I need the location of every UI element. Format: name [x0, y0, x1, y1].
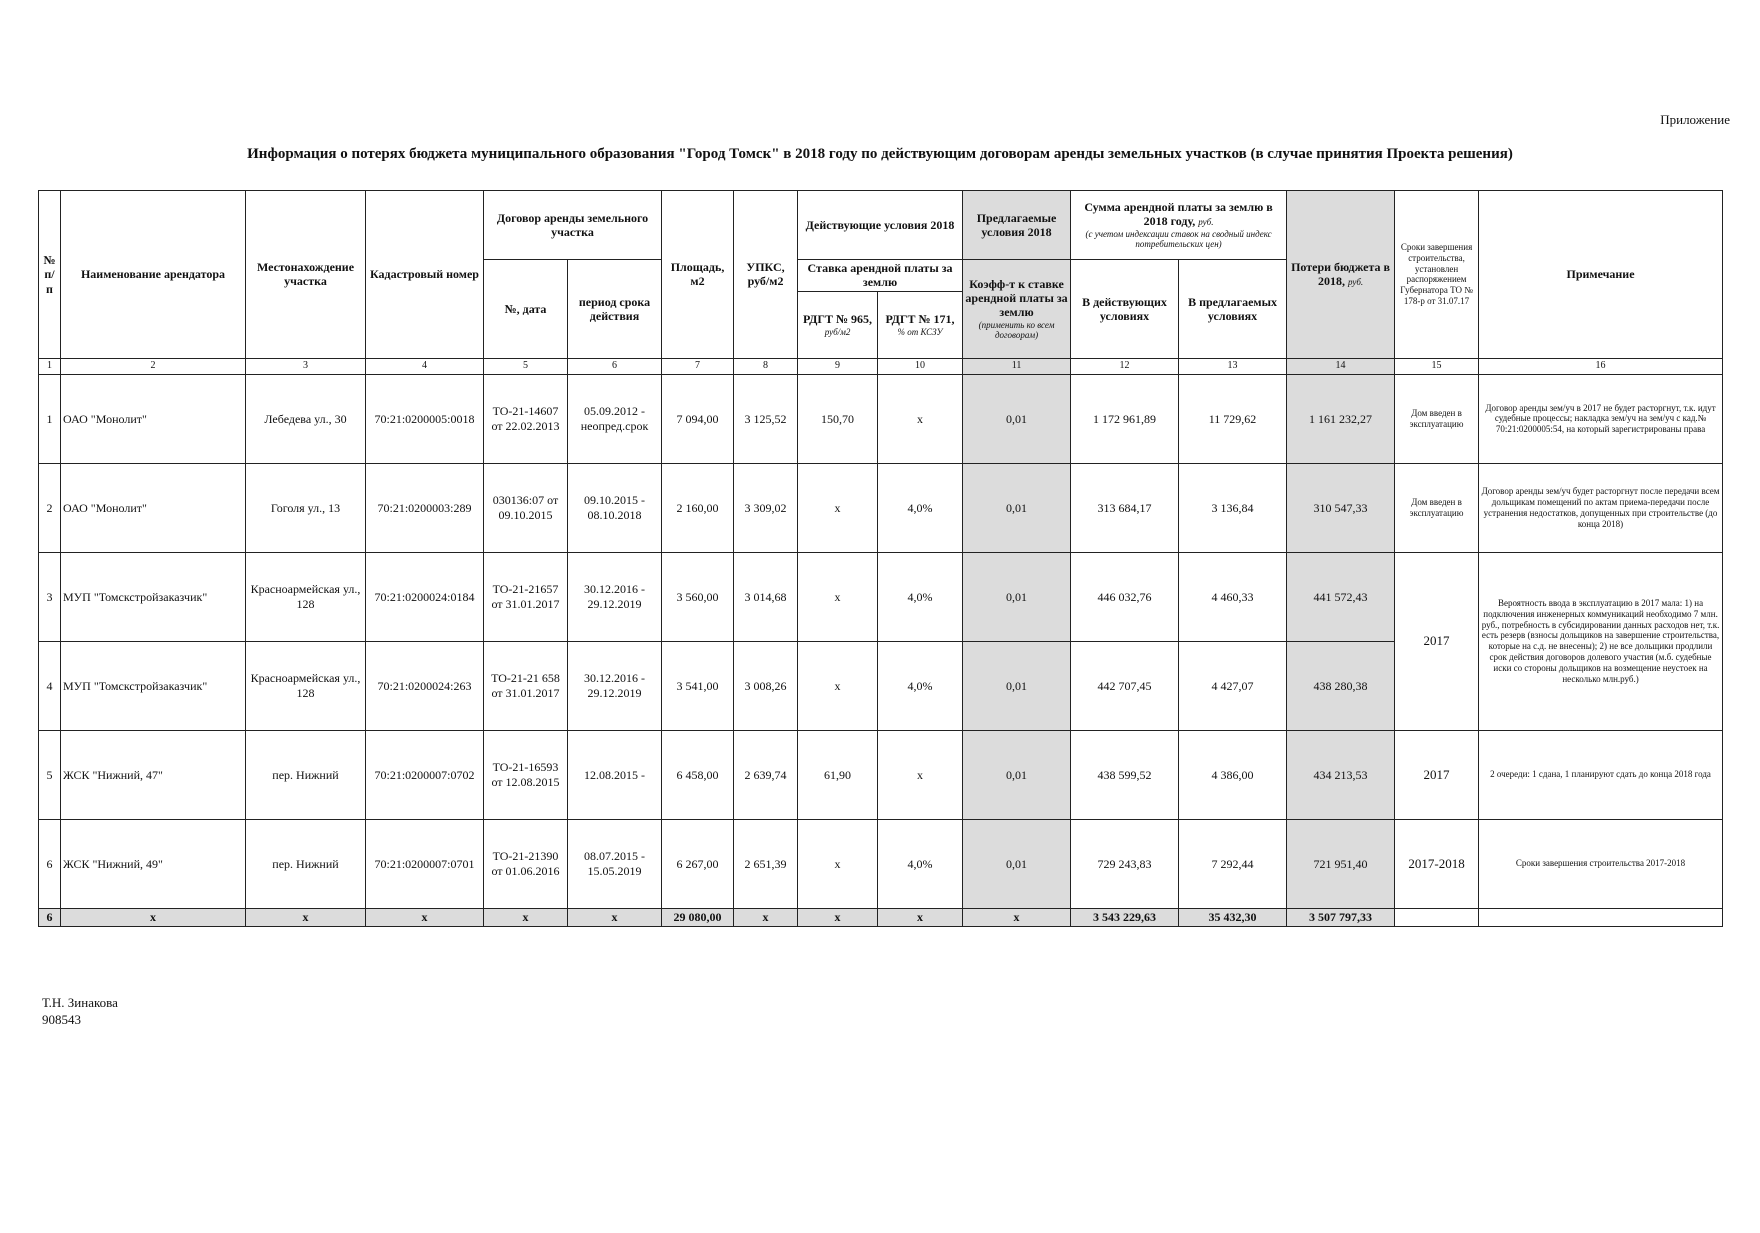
header-losses — [1287, 191, 1395, 359]
losses-table — [38, 190, 1723, 927]
cell-note: Сроки завершения строительства 2017-2018 — [1479, 819, 1723, 908]
cell-location: пер. Нижний — [246, 730, 366, 819]
header-sum-group-unit: руб. — [1198, 217, 1214, 228]
total-area: 29 080,00 — [662, 908, 734, 926]
total-rdgt965: х — [798, 908, 878, 926]
cell-losses: 310 547,33 — [1287, 463, 1395, 552]
cell-location: Гоголя ул., 13 — [246, 463, 366, 552]
column-number: 4 — [366, 358, 484, 374]
cell-period: 05.09.2012 - неопред.срок — [568, 374, 662, 463]
cell-sum-current: 313 684,17 — [1071, 463, 1179, 552]
cell-period: 12.08.2015 - — [568, 730, 662, 819]
header-area: Площадь, м2 — [662, 191, 734, 359]
total-row — [39, 908, 1723, 926]
cell-location: пер. Нижний — [246, 819, 366, 908]
cell-rdgt171: 4,0% — [878, 819, 963, 908]
appendix-label: Приложение — [1660, 112, 1730, 127]
column-number: 9 — [798, 358, 878, 374]
cell-upks: 3 309,02 — [734, 463, 798, 552]
header-location: Местонахождение участка — [246, 191, 366, 359]
header-contract-no: №, дата — [484, 260, 568, 359]
cell-area: 6 458,00 — [662, 730, 734, 819]
cell-contract-no: 030136:07 от 09.10.2015 — [484, 463, 568, 552]
cell-period: 30.12.2016 - 29.12.2019 — [568, 552, 662, 641]
cell-cadastral: 70:21:0200007:0701 — [366, 819, 484, 908]
column-number: 3 — [246, 358, 366, 374]
cell-num: 5 — [39, 730, 61, 819]
cell-sum-proposed: 4 460,33 — [1179, 552, 1287, 641]
header-coef-text: Коэфф-т к ставке арендной платы за землю — [965, 276, 1068, 320]
header-sum-current: В действующих условиях — [1071, 260, 1179, 359]
header-rate-group: Ставка арендной платы за землю — [798, 260, 963, 292]
total-num: 6 — [39, 908, 61, 926]
cell-contract-no: ТО-21-14607 от 22.02.2013 — [484, 374, 568, 463]
cell-losses: 721 951,40 — [1287, 819, 1395, 908]
cell-coef: 0,01 — [963, 374, 1071, 463]
header-deadlines: Сроки завершения строительства, установлен распоряжением Губернатора ТО № 178-р от 31.07.17 — [1395, 191, 1479, 359]
cell-contract-no: ТО-21-21657 от 31.01.2017 — [484, 552, 568, 641]
cell-rdgt965: х — [798, 552, 878, 641]
header-coef-note: (применить ко всем договорам) — [978, 319, 1055, 341]
total-location: х — [246, 908, 366, 926]
cell-tenant: ОАО "Монолит" — [61, 463, 246, 552]
cell-rdgt965: х — [798, 641, 878, 730]
column-number: 15 — [1395, 358, 1479, 374]
cell-losses: 1 161 232,27 — [1287, 374, 1395, 463]
total-coef: х — [963, 908, 1071, 926]
cell-coef: 0,01 — [963, 819, 1071, 908]
cell-num: 2 — [39, 463, 61, 552]
cell-deadline: 2017-2018 — [1395, 819, 1479, 908]
table-row — [39, 374, 1723, 463]
cell-sum-current: 446 032,76 — [1071, 552, 1179, 641]
cell-upks: 3 014,68 — [734, 552, 798, 641]
cell-sum-proposed: 7 292,44 — [1179, 819, 1287, 908]
header-rdgt171-text: РДГТ № 171, — [885, 312, 955, 327]
header-current-group: Действующие условия 2018 — [798, 191, 963, 260]
column-number: 14 — [1287, 358, 1395, 374]
signature-block — [42, 994, 118, 1028]
total-period: х — [568, 908, 662, 926]
cell-note: Вероятность ввода в эксплуатацию в 2017 мала: 1) на подключения инженерных коммуникаций необходимо 7 млн. руб., потребность в субсидировании данных расходов нет, т.к. есть резерв (взносы дольщиков на завершение строительства, которые на с.д. не внесены); 2) не все дольщики продлили срок действия договоров долевого участия (м.б. судебные иски со стороны дольщиков на возмещение неустоек на несколько млн.руб.) — [1479, 552, 1723, 730]
cell-note: Договор аренды зем/уч будет расторгнут после передачи всем дольщикам помещений по актам приема-передачи после устранения недостатков, допущенных при строительстве (до конца 2018) — [1479, 463, 1723, 552]
column-number-row — [39, 358, 1723, 374]
cell-num: 4 — [39, 641, 61, 730]
header-tenant: Наименование арендатора — [61, 191, 246, 359]
cell-losses: 438 280,38 — [1287, 641, 1395, 730]
table-row — [39, 463, 1723, 552]
cell-area: 6 267,00 — [662, 819, 734, 908]
cell-rdgt965: 61,90 — [798, 730, 878, 819]
header-sum-group-note: (с учетом индексации ставок на сводный индекс потребительских цен) — [1085, 228, 1272, 250]
cell-location: Красноармейская ул., 128 — [246, 552, 366, 641]
header-losses-unit: руб. — [1347, 277, 1364, 288]
total-tenant: х — [61, 908, 246, 926]
cell-coef: 0,01 — [963, 463, 1071, 552]
cell-upks: 3 008,26 — [734, 641, 798, 730]
cell-num: 1 — [39, 374, 61, 463]
cell-rdgt171: х — [878, 374, 963, 463]
header-sum-proposed: В предлагаемых условиях — [1179, 260, 1287, 359]
cell-location: Лебедева ул., 30 — [246, 374, 366, 463]
cell-deadline: 2017 — [1395, 552, 1479, 730]
cell-coef: 0,01 — [963, 552, 1071, 641]
column-number: 2 — [61, 358, 246, 374]
cell-deadline: 2017 — [1395, 730, 1479, 819]
cell-rdgt171: х — [878, 730, 963, 819]
cell-cadastral: 70:21:0200005:0018 — [366, 374, 484, 463]
total-sum-proposed: 35 432,30 — [1179, 908, 1287, 926]
cell-contract-no: ТО-21-21390 от 01.06.2016 — [484, 819, 568, 908]
cell-cadastral: 70:21:0200003:289 — [366, 463, 484, 552]
total-empty — [1479, 908, 1723, 926]
cell-tenant: ЖСК "Нижний, 47" — [61, 730, 246, 819]
header-contract-group: Договор аренды земельного участка — [484, 191, 662, 260]
column-number: 12 — [1071, 358, 1179, 374]
cell-cadastral: 70:21:0200007:0702 — [366, 730, 484, 819]
header-losses-text: Потери бюджета в 2018, — [1291, 260, 1390, 289]
cell-period: 08.07.2015 - 15.05.2019 — [568, 819, 662, 908]
table-row — [39, 552, 1723, 641]
cell-period: 30.12.2016 - 29.12.2019 — [568, 641, 662, 730]
total-contract-no: х — [484, 908, 568, 926]
cell-area: 2 160,00 — [662, 463, 734, 552]
header-sum-group — [1071, 191, 1287, 260]
header-sum-group-text: Сумма арендной платы за землю в 2018 году, — [1084, 199, 1273, 229]
column-number: 5 — [484, 358, 568, 374]
cell-losses: 434 213,53 — [1287, 730, 1395, 819]
cell-area: 3 541,00 — [662, 641, 734, 730]
cell-tenant: МУП "Томскстройзаказчик" — [61, 641, 246, 730]
cell-tenant: МУП "Томскстройзаказчик" — [61, 552, 246, 641]
header-proposed-group: Предлагаемые условия 2018 — [963, 191, 1071, 260]
cell-area: 3 560,00 — [662, 552, 734, 641]
header-rdgt171 — [878, 291, 963, 358]
cell-location: Красноармейская ул., 128 — [246, 641, 366, 730]
signature-phone: 908543 — [42, 1012, 81, 1027]
cell-rdgt171: 4,0% — [878, 641, 963, 730]
column-number: 7 — [662, 358, 734, 374]
cell-sum-current: 1 172 961,89 — [1071, 374, 1179, 463]
total-losses: 3 507 797,33 — [1287, 908, 1395, 926]
cell-rdgt171: 4,0% — [878, 552, 963, 641]
header-upks: УПКС, руб/м2 — [734, 191, 798, 359]
header-num: № п/п — [39, 191, 61, 359]
signature-name: Т.Н. Зинакова — [42, 995, 118, 1010]
cell-sum-proposed: 4 386,00 — [1179, 730, 1287, 819]
cell-sum-proposed: 3 136,84 — [1179, 463, 1287, 552]
cell-sum-current: 438 599,52 — [1071, 730, 1179, 819]
cell-coef: 0,01 — [963, 641, 1071, 730]
cell-rdgt171: 4,0% — [878, 463, 963, 552]
cell-upks: 3 125,52 — [734, 374, 798, 463]
header-rdgt965-unit: руб/м2 — [824, 326, 851, 337]
column-number: 8 — [734, 358, 798, 374]
total-cadastral: х — [366, 908, 484, 926]
column-number: 13 — [1179, 358, 1287, 374]
cell-num: 6 — [39, 819, 61, 908]
cell-sum-proposed: 4 427,07 — [1179, 641, 1287, 730]
cell-losses: 441 572,43 — [1287, 552, 1395, 641]
total-upks: х — [734, 908, 798, 926]
page-title: Информация о потерях бюджета муниципального образования "Город Томск" в 2018 году по действующим договорам аренды земельных участков (в случае принятия Проекта решения) — [247, 146, 1513, 162]
header-rdgt965-text: РДГТ № 965, — [803, 312, 873, 327]
cell-tenant: ОАО "Монолит" — [61, 374, 246, 463]
cell-contract-no: ТО-21-21 658 от 31.01.2017 — [484, 641, 568, 730]
cell-rdgt965: 150,70 — [798, 374, 878, 463]
column-number: 10 — [878, 358, 963, 374]
header-cadastral: Кадастровый номер — [366, 191, 484, 359]
cell-contract-no: ТО-21-16593 от 12.08.2015 — [484, 730, 568, 819]
cell-sum-proposed: 11 729,62 — [1179, 374, 1287, 463]
header-rdgt965 — [798, 291, 878, 358]
table-row — [39, 819, 1723, 908]
header-note: Примечание — [1479, 191, 1723, 359]
total-rdgt171: х — [878, 908, 963, 926]
cell-cadastral: 70:21:0200024:263 — [366, 641, 484, 730]
header-contract-period: период срока действия — [568, 260, 662, 359]
cell-upks: 2 651,39 — [734, 819, 798, 908]
cell-tenant: ЖСК "Нижний, 49" — [61, 819, 246, 908]
column-number: 16 — [1479, 358, 1723, 374]
cell-upks: 2 639,74 — [734, 730, 798, 819]
table-row — [39, 730, 1723, 819]
cell-deadline: Дом введен в эксплуатацию — [1395, 463, 1479, 552]
cell-note: Договор аренды зем/уч в 2017 не будет расторгнут, т.к. идут судебные процессы; накладка зем/уч на зем/уч с кад.№ 70:21:0200005:54, на который зарегистрированы права — [1479, 374, 1723, 463]
column-number: 11 — [963, 358, 1071, 374]
cell-sum-current: 442 707,45 — [1071, 641, 1179, 730]
total-sum-current: 3 543 229,63 — [1071, 908, 1179, 926]
column-number: 6 — [568, 358, 662, 374]
header-coef — [963, 260, 1071, 359]
total-empty — [1395, 908, 1479, 926]
header-rdgt171-unit: % от КСЗУ — [897, 326, 943, 337]
cell-cadastral: 70:21:0200024:0184 — [366, 552, 484, 641]
cell-sum-current: 729 243,83 — [1071, 819, 1179, 908]
cell-area: 7 094,00 — [662, 374, 734, 463]
cell-num: 3 — [39, 552, 61, 641]
cell-rdgt965: х — [798, 463, 878, 552]
column-number: 1 — [39, 358, 61, 374]
cell-deadline: Дом введен в эксплуатацию — [1395, 374, 1479, 463]
cell-coef: 0,01 — [963, 730, 1071, 819]
cell-rdgt965: х — [798, 819, 878, 908]
cell-note: 2 очереди: 1 сдана, 1 планируют сдать до конца 2018 года — [1479, 730, 1723, 819]
cell-period: 09.10.2015 - 08.10.2018 — [568, 463, 662, 552]
